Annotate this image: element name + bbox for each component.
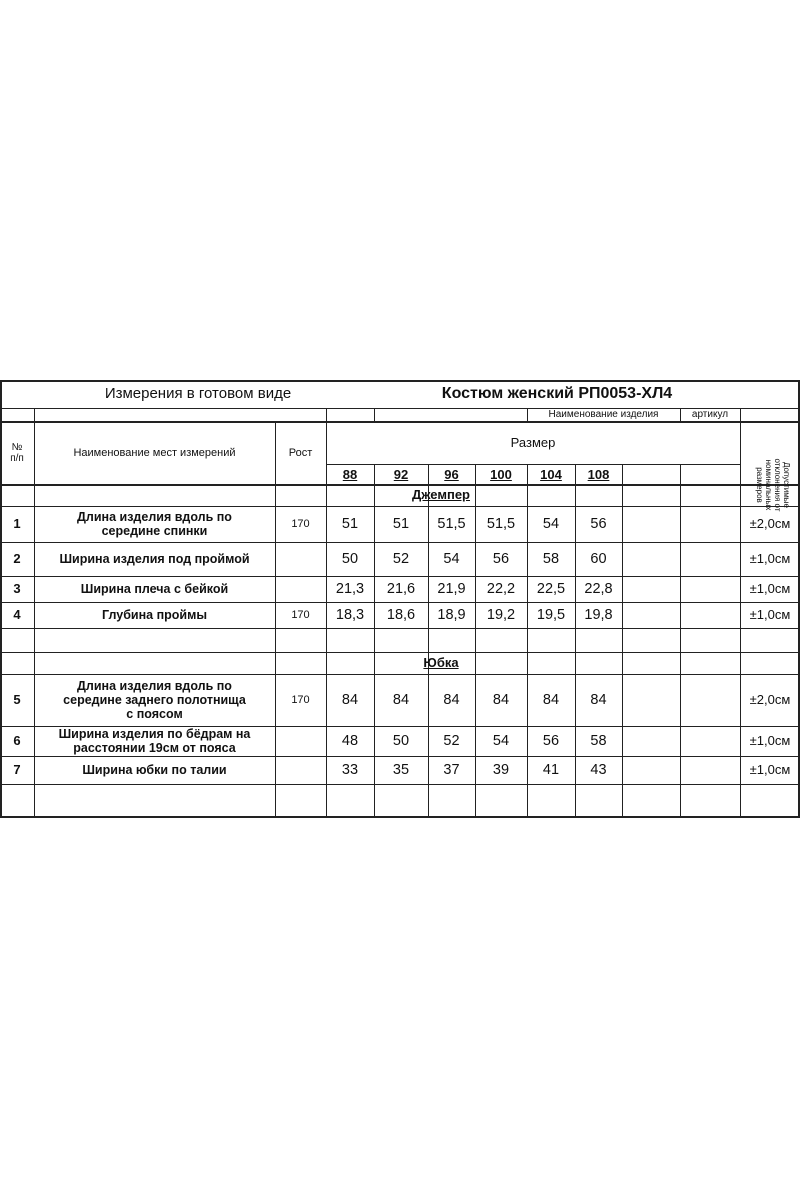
- size-value: 18,6: [386, 606, 416, 623]
- grid-line-h: [0, 784, 800, 785]
- measurement-name: Ширина юбки по талии: [82, 763, 227, 777]
- size-value: 19,8: [584, 606, 613, 623]
- size-value: 18,3: [335, 606, 365, 623]
- size-value: 84: [590, 691, 607, 708]
- measurement-name: Ширина плеча с бейкой: [80, 582, 229, 596]
- size-value: 39: [492, 761, 510, 778]
- size-value: 54: [542, 515, 560, 532]
- size-header-108: 108: [587, 466, 610, 482]
- measurement-name: Ширина изделия по бёдрам на расстоянии 19см от пояса: [58, 727, 251, 755]
- height-value: 170: [291, 693, 310, 706]
- grid-line-v: [680, 464, 681, 818]
- size-value: 84: [392, 691, 410, 708]
- section-title: Юбка: [423, 654, 459, 670]
- size-value: 48: [341, 732, 359, 749]
- size-value: 19,2: [486, 606, 516, 623]
- size-value: 56: [492, 550, 510, 567]
- height-column-header: Рост: [288, 446, 313, 459]
- size-value: 41: [542, 761, 560, 778]
- row-number: 2: [13, 550, 21, 566]
- tolerance-value: ±2,0см: [749, 691, 791, 707]
- product-title: Костюм женский РП0053-ХЛ4: [441, 385, 673, 403]
- grid-line-v: [622, 464, 623, 818]
- row-number: 5: [13, 691, 21, 707]
- tolerance-value: ±1,0см: [749, 580, 791, 596]
- grid-line-v: [374, 408, 375, 422]
- size-value: 51,5: [486, 515, 516, 532]
- item-name-label: Наименование изделия: [548, 409, 659, 421]
- row-number: 7: [13, 761, 21, 777]
- grid-line-h: [0, 816, 800, 818]
- grid-line-h: [0, 628, 800, 629]
- row-number: 6: [13, 732, 21, 748]
- size-column-header: Размер: [510, 434, 556, 450]
- height-value: 170: [291, 608, 310, 621]
- size-header-92: 92: [393, 466, 409, 482]
- size-value: 58: [542, 550, 560, 567]
- row-number: 4: [13, 606, 21, 622]
- tolerance-value: ±1,0см: [749, 732, 791, 748]
- size-value: 84: [542, 691, 560, 708]
- tolerance-value: ±1,0см: [749, 550, 791, 566]
- size-value: 56: [542, 732, 560, 749]
- size-value: 51: [392, 515, 410, 532]
- size-value: 50: [392, 732, 410, 749]
- size-value: 51: [341, 515, 359, 532]
- size-value: 56: [590, 515, 607, 532]
- size-value: 22,5: [536, 580, 566, 597]
- tolerance-value: ±1,0см: [749, 761, 791, 777]
- measurement-name: Глубина проймы: [102, 608, 207, 622]
- height-value: [275, 726, 326, 756]
- tolerance-value: ±2,0см: [749, 515, 791, 531]
- section-title: Джемпер: [411, 486, 470, 502]
- measurement-name: Длина изделия вдоль по середине заднего полотнища с поясом: [63, 679, 246, 721]
- size-header-96: 96: [444, 466, 459, 482]
- height-value: [275, 576, 326, 602]
- size-header-104: 104: [540, 466, 562, 482]
- size-header-100: 100: [490, 466, 512, 482]
- measurement-name-column-header: Наименование мест измерений: [73, 446, 236, 459]
- size-value: 54: [443, 550, 460, 567]
- size-value: 21,3: [335, 580, 365, 597]
- row-number: 1: [13, 515, 21, 531]
- size-value: 35: [392, 761, 410, 778]
- size-value: 22,2: [486, 580, 516, 597]
- measurement-name: Ширина изделия под проймой: [59, 552, 250, 566]
- size-value: 19,5: [536, 606, 566, 623]
- size-value: 58: [590, 732, 607, 749]
- size-value: 54: [492, 732, 510, 749]
- size-value: 33: [341, 761, 359, 778]
- size-value: 84: [341, 691, 359, 708]
- height-value: [275, 756, 326, 784]
- size-value: 21,9: [437, 580, 466, 597]
- row-number: 3: [13, 580, 21, 596]
- article-label: артикул: [691, 409, 729, 421]
- height-value: [275, 542, 326, 576]
- tolerance-value: ±1,0см: [749, 606, 791, 622]
- size-value: 60: [590, 550, 607, 567]
- measurements-label: Измерения в готовом виде: [104, 384, 292, 402]
- size-value: 50: [341, 550, 359, 567]
- tolerance-column-header: Допустимые отклонения от номинальных размеров: [755, 458, 791, 512]
- size-value: 84: [492, 691, 510, 708]
- measurement-table: [0, 380, 800, 818]
- size-value: 18,9: [437, 606, 466, 623]
- height-value: 170: [291, 517, 310, 530]
- size-value: 52: [443, 732, 460, 749]
- size-value: 37: [443, 761, 460, 778]
- size-value: 52: [392, 550, 410, 567]
- size-value: 43: [590, 761, 607, 778]
- measurement-name: Длина изделия вдоль по середине спинки: [77, 510, 232, 538]
- size-value: 84: [443, 691, 460, 708]
- grid-line-h: [326, 464, 740, 465]
- size-value: 21,6: [386, 580, 416, 597]
- size-value: 51,5: [437, 515, 466, 532]
- size-value: 22,8: [584, 580, 613, 597]
- size-header-88: 88: [342, 466, 358, 482]
- number-column-header: № п/п: [10, 441, 24, 464]
